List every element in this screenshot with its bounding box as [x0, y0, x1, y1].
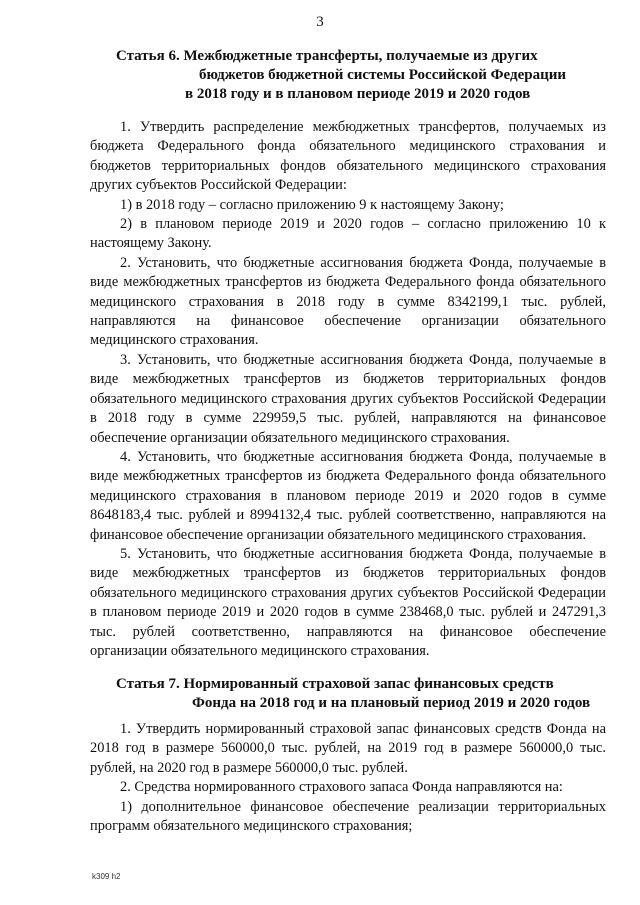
article-7-title-line: Фонда на 2018 год и на плановый период 2019 и 2020 годов [192, 695, 591, 711]
article-6-title-line: бюджетов бюджетной системы Российской Федерации [199, 67, 567, 83]
paragraph: 1) дополнительное финансовое обеспечение реализации территориальных программ обязательного медицинского страхования; [90, 798, 606, 835]
article-7-body [90, 720, 606, 836]
article-6-title-line: Статья 6. Межбюджетные трансферты, получаемые из других [116, 48, 538, 64]
article-7-title [100, 675, 600, 713]
paragraph: 1. Утвердить распределение межбюджетных трансфертов, получаемых из бюджета Федерального фонда обязательного медицинского страхования и бюджетов территориальных фондов обязательного медицинского страхования других субъектов Российской Федерации: [90, 119, 606, 194]
paragraph: 3. Установить, что бюджетные ассигнования бюджета Фонда, получаемые в виде межбюджетных трансфертов из бюджетов территориальных фондов обязательного медицинского страхования других субъектов Российской Федерации в 2018 году в сумме 229959,5 тыс. рублей, направляются на финансовое обеспечение организации обязательного медицинского страхования. [90, 351, 606, 446]
paragraph: 2. Средства нормированного страхового запаса Фонда направляются на: [120, 779, 563, 796]
document-code: k309 h2 [92, 872, 121, 881]
page-number: 3 [316, 14, 324, 30]
paragraph: 1) в 2018 году – согласно приложению 9 к настоящему Закону; [120, 196, 504, 213]
paragraph: 1. Утвердить нормированный страховой запас финансовых средств Фонда на 2018 год в размере 560000,0 тыс. рублей, на 2019 год в размере 560000,0 тыс. рублей, на 2020 год в размере 560000,0 тыс. рублей. [90, 721, 606, 776]
paragraph: 2. Установить, что бюджетные ассигнования бюджета Фонда, получаемые в виде межбюджетных трансфертов из бюджета Федерального фонда обязательного медицинского страхования в 2018 году в сумме 8342199,1 тыс. рублей, направляются на финансовое обеспечение организации обязательного медицинского страхования. [90, 254, 606, 349]
article-6-title-line: в 2018 году и в плановом периоде 2019 и 2020 годов [185, 86, 531, 102]
paragraph: 4. Установить, что бюджетные ассигнования бюджета Фонда, получаемые в виде межбюджетных трансфертов из бюджета Федерального фонда обязательного медицинского страхования в плановом периоде 2019 и 2020 годов в сумме 8648183,4 тыс. рублей и 8994132,4 тыс. рублей соответственно, направляются на финансовое обеспечение организации обязательного медицинского страхования. [90, 448, 606, 543]
paragraph: 5. Установить, что бюджетные ассигнования бюджета Фонда, получаемые в виде межбюджетных трансфертов из бюджетов территориальных фондов обязательного медицинского страхования других субъектов Российской Федерации в плановом периоде 2019 и 2020 годов в сумме 238468,0 тыс. рублей и 247291,3 тыс. рублей соответственно, направляются на финансовое обеспечение организации обязательного медицинского страхования. [90, 545, 606, 659]
paragraph: 2) в плановом периоде 2019 и 2020 годов – согласно приложению 10 к настоящему Закону. [90, 216, 606, 252]
article-7-title-line: Статья 7. Нормированный страховой запас финансовых средств [116, 676, 554, 692]
article-6-title [100, 47, 600, 104]
article-6-body [90, 118, 606, 661]
